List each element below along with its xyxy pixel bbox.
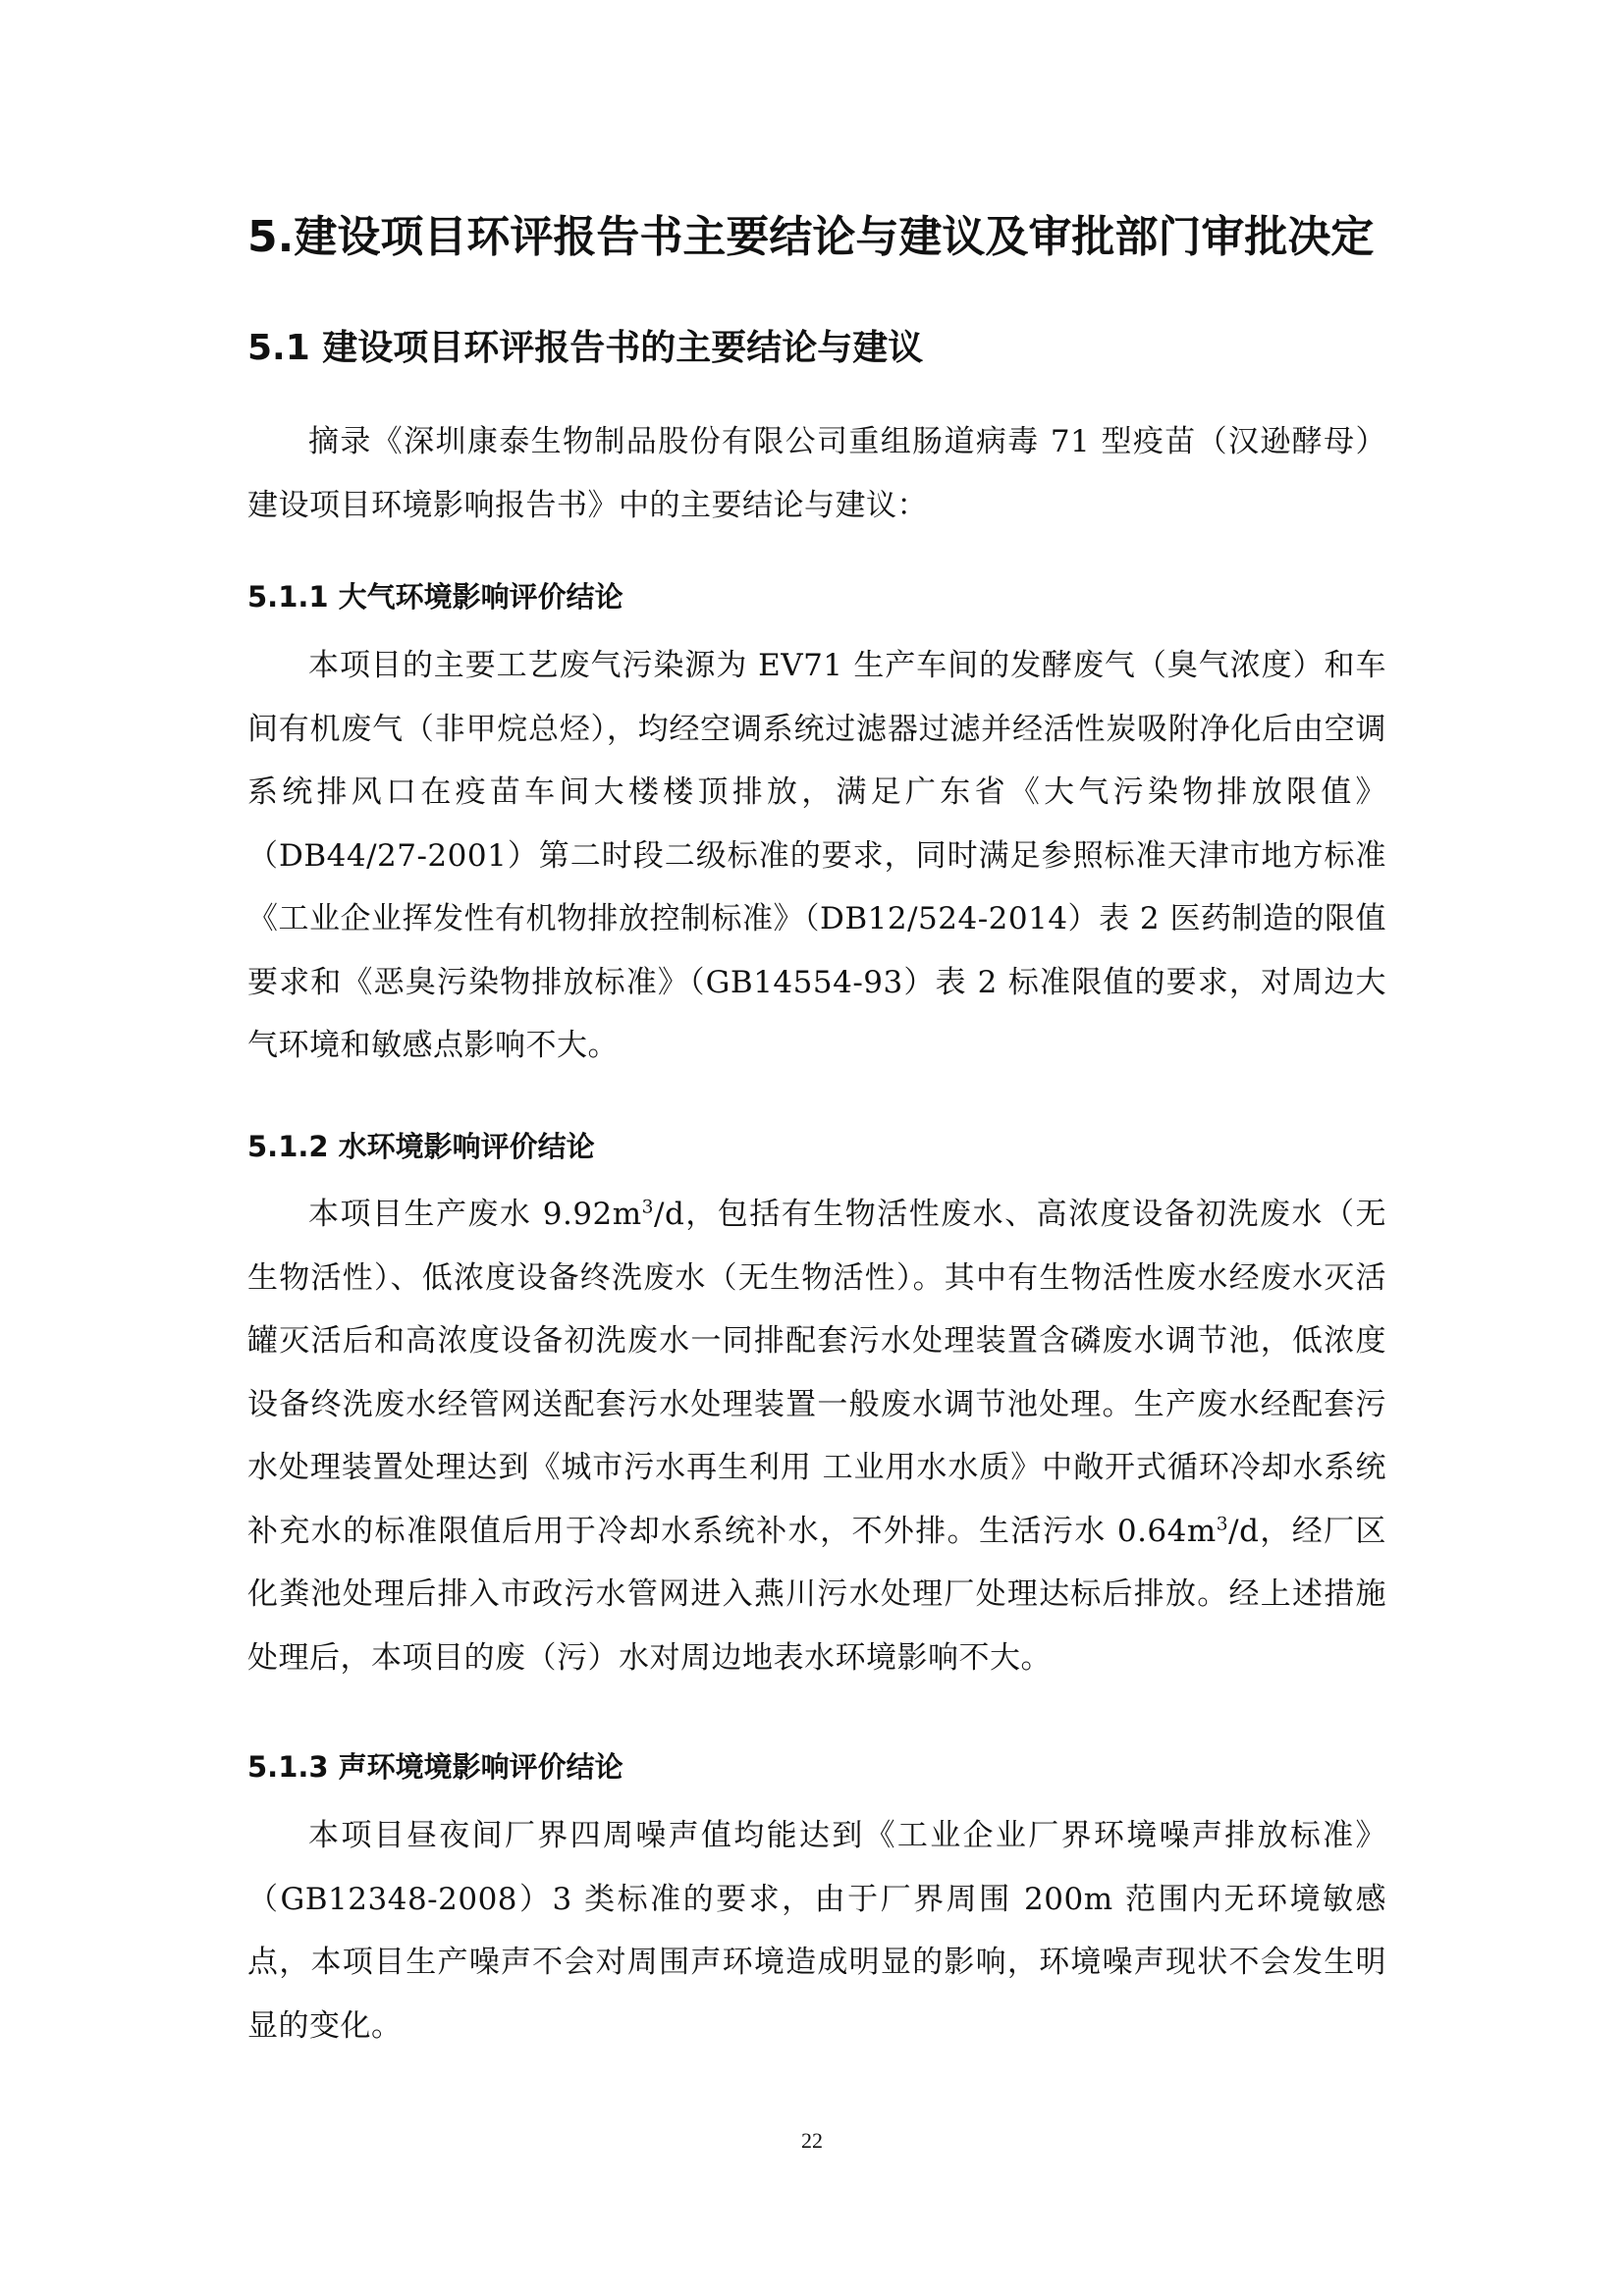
- water-text-part-3: /d，经厂区化粪池处理后排入市政污水管网进入燕川污水处理厂处理达标后排放。经上述措施处理后，本项目的废（污）水对周边地表水环境影响不大。: [247, 1513, 1386, 1676]
- subsection-heading-air: 5.1.1 大气环境影响评价结论: [247, 580, 623, 614]
- subsection-heading-noise: 5.1.3 声环境境影响评价结论: [247, 1750, 623, 1784]
- cubic-superscript-1: 3: [641, 1197, 655, 1218]
- noise-paragraph: 本项目昼夜间厂界四周噪声值均能达到《工业企业厂界环境噪声排放标准》（GB12348-2008）3 类标准的要求，由于厂界周围 200m 范围内无环境敏感点，本项目生产噪声不会对周围声环境造成明显的影响，环境噪声现状不会发生明显的变化。: [247, 1818, 1386, 2044]
- air-paragraph: 本项目的主要工艺废气污染源为 EV71 生产车间的发酵废气（臭气浓度）和车间有机废气（非甲烷总烃），均经空调系统过滤器过滤并经活性炭吸附净化后由空调系统排风口在疫苗车间大楼楼顶排放，满足广东省《大气污染物排放限值》（DB44/27-2001）第二时段二级标准的要求，同时满足参照标准天津市地方标准《工业企业挥发性有机物排放控制标准》（DB12/524-2014）表 2 医药制造的限值要求和《恶臭污染物排放标准》（GB14554-93）表 2 标准限值的要求，对周边大气环境和敏感点影响不大。: [247, 648, 1386, 1063]
- chapter-heading: 5.建设项目环评报告书主要结论与建议及审批部门审批决定: [247, 212, 1375, 262]
- intro-paragraph: 摘录《深圳康泰生物制品股份有限公司重组肠道病毒 71 型疫苗（汉逊酵母）建设项目环境影响报告书》中的主要结论与建议：: [247, 424, 1386, 523]
- subsection-heading-water: 5.1.2 水环境影响评价结论: [247, 1130, 595, 1163]
- cubic-superscript-2: 3: [1216, 1514, 1229, 1535]
- water-text-part-2: /d，包括有生物活性废水、高浓度设备初洗废水（无生物活性）、低浓度设备终洗废水（无生物活性）。其中有生物活性废水经废水灭活罐灭活后和高浓度设备初洗废水一同排配套污水处理装置含磷废水调节池，低浓度设备终洗废水经管网送配套污水处理装置一般废水调节池处理。生产废水经配套污水处理装置处理达到《城市污水再生利用 工业用水水质》中敞开式循环冷却水系统补充水的标准限值后用于冷却水系统补水，不外排。生活污水 0.64m: [247, 1197, 1386, 1549]
- section-heading: 5.1 建设项目环评报告书的主要结论与建议: [247, 328, 924, 368]
- water-paragraph: [247, 1183, 1386, 1689]
- page-number: 22: [801, 2128, 823, 2153]
- water-text-part-1: 本项目生产废水 9.92m: [308, 1197, 642, 1232]
